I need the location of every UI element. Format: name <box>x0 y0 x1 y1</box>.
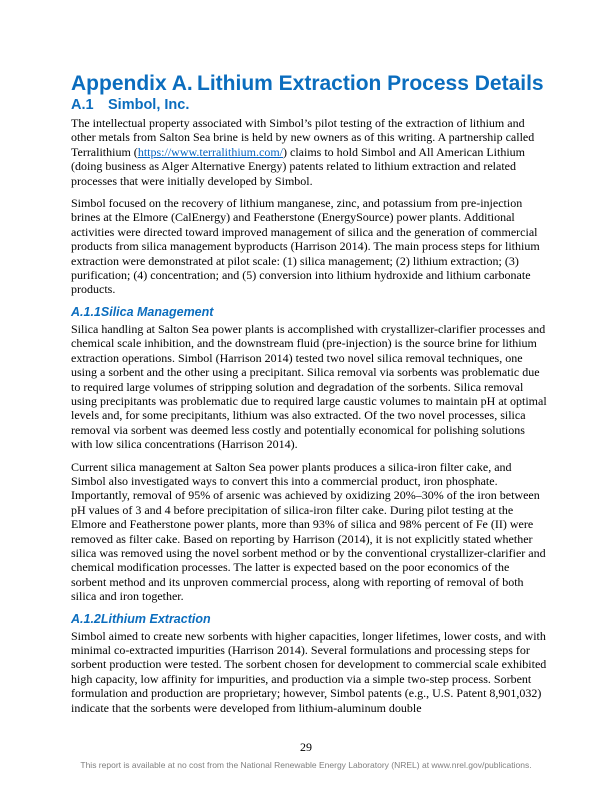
paragraph-1-text-after-link: ) claims to hold Simbol and All American Lithium (doing business as Alger Alternative Energy) patents related to lithium extraction and related processes that were initially developed by Simbol. <box>71 144 525 188</box>
footer-disclaimer: This report is available at no cost from the National Renewable Energy Laboratory (NREL) at www.nrel.gov/publications. <box>80 760 532 770</box>
appendix-heading-title: Lithium Extraction Process Details <box>197 72 544 95</box>
section-a1-number: A.1 <box>71 97 94 113</box>
paragraph-process-overview: Simbol focused on the recovery of lithium manganese, zinc, and potassium from pre-injection brines at the Elmore (CalEnergy) and Featherstone (EnergySource) power plants. Additional activities were directed toward improved management of silica and the generation of commercial products from silica management byproducts (Harrison 2014). The main process steps for lithium extraction were demonstrated at pilot scale: (1) silica management; (2) lithium extraction; (3) purification; (4) concentration; and (5) conversion into lithium hydroxide and lithium carbonate products. <box>71 196 540 297</box>
section-a1-title: Simbol, Inc. <box>108 97 190 113</box>
page-content <box>71 72 547 723</box>
paragraph-silica-current-management: Current silica management at Salton Sea power plants produces a silica-iron filter cake, and Simbol also investigated ways to convert this into a commercial product, iron phosphate. Importantly, removal of 95% of arsenic was achieved by oxidizing 20%–30% of the iron between pH values of 3 and 4 before precipitation of silica-iron filter cake. During pilot testing at the Elmore and Featherstone power plants, more than 93% of silica and 98% percent of Fe (II) were removed as filter cake. Based on reporting by Harrison (2014), it is not explicitly stated whether silica was removed using the novel sorbent method or by the conventional crystallizer-clarifier and chemical modification processes. The latter is expected based on the poor economics of the sorbent method and its unproven commercial process, along with reporting of removal of both silica and iron together. <box>71 459 546 604</box>
paragraph-silica-handling: Silica handling at Salton Sea power plants is accomplished with crystallizer-clarifier processes and chemical scale inhibition, and the downstream fluid (pre-injection) is the source brine for lithium extraction operations. Simbol (Harrison 2014) tested two novel silica removal techniques, one using a sorbent and the other using a precipitant. Silica removal via sorbents was problematic due to required large volumes of stripping solution and degradation of the sorbents. Silica removal using precipitants was problematic due to required large caustic volumes to maintain pH at optimal levels and, for some precipitants, lithium was also extracted. Of the two novel processes, silica removal via sorbent was deemed less costly and potentially economical for polishing solutions with low silica concentrations (Harrison 2014). <box>71 321 547 452</box>
section-a12-number: A.1.2 <box>71 611 101 626</box>
section-a11-title: Silica Management <box>100 304 214 319</box>
paragraph-lithium-sorbents: Simbol aimed to create new sorbents with higher capacities, longer lifetimes, lower costs, and with minimal co-extracted impurities (Harrison 2014). Several formulations and processing steps for sorbent production were tested. The sorbent chosen for development to commercial scale exhibited high capacity, low affinity for impurities, and production via a simple two-step process. Sorbent formulation and production are proprietary; however, Simbol patents (e.g., U.S. Patent 8,901,032) indicate that the sorbents were developed from lithium-aluminum double <box>71 628 547 715</box>
appendix-heading-number: Appendix A. <box>71 72 193 95</box>
paragraph-intellectual-property <box>71 116 547 188</box>
terralithium-link[interactable]: https://www.terralithium.com/ <box>137 144 284 159</box>
paragraph-1-text-before-link: The intellectual property associated with Simbol’s pilot testing of the extraction of lithium and other metals from Salton Sea brine is held by new owners as of this writing. A partnership called Terralithium ( <box>71 116 535 159</box>
appendix-heading <box>71 72 547 95</box>
section-a12-title: Lithium Extraction <box>100 611 211 626</box>
section-a12-heading <box>71 612 547 626</box>
section-a11-heading <box>71 305 547 319</box>
page-number: 29 <box>300 740 312 754</box>
section-a1-heading <box>71 97 547 113</box>
section-a11-number: A.1.1 <box>71 304 101 319</box>
